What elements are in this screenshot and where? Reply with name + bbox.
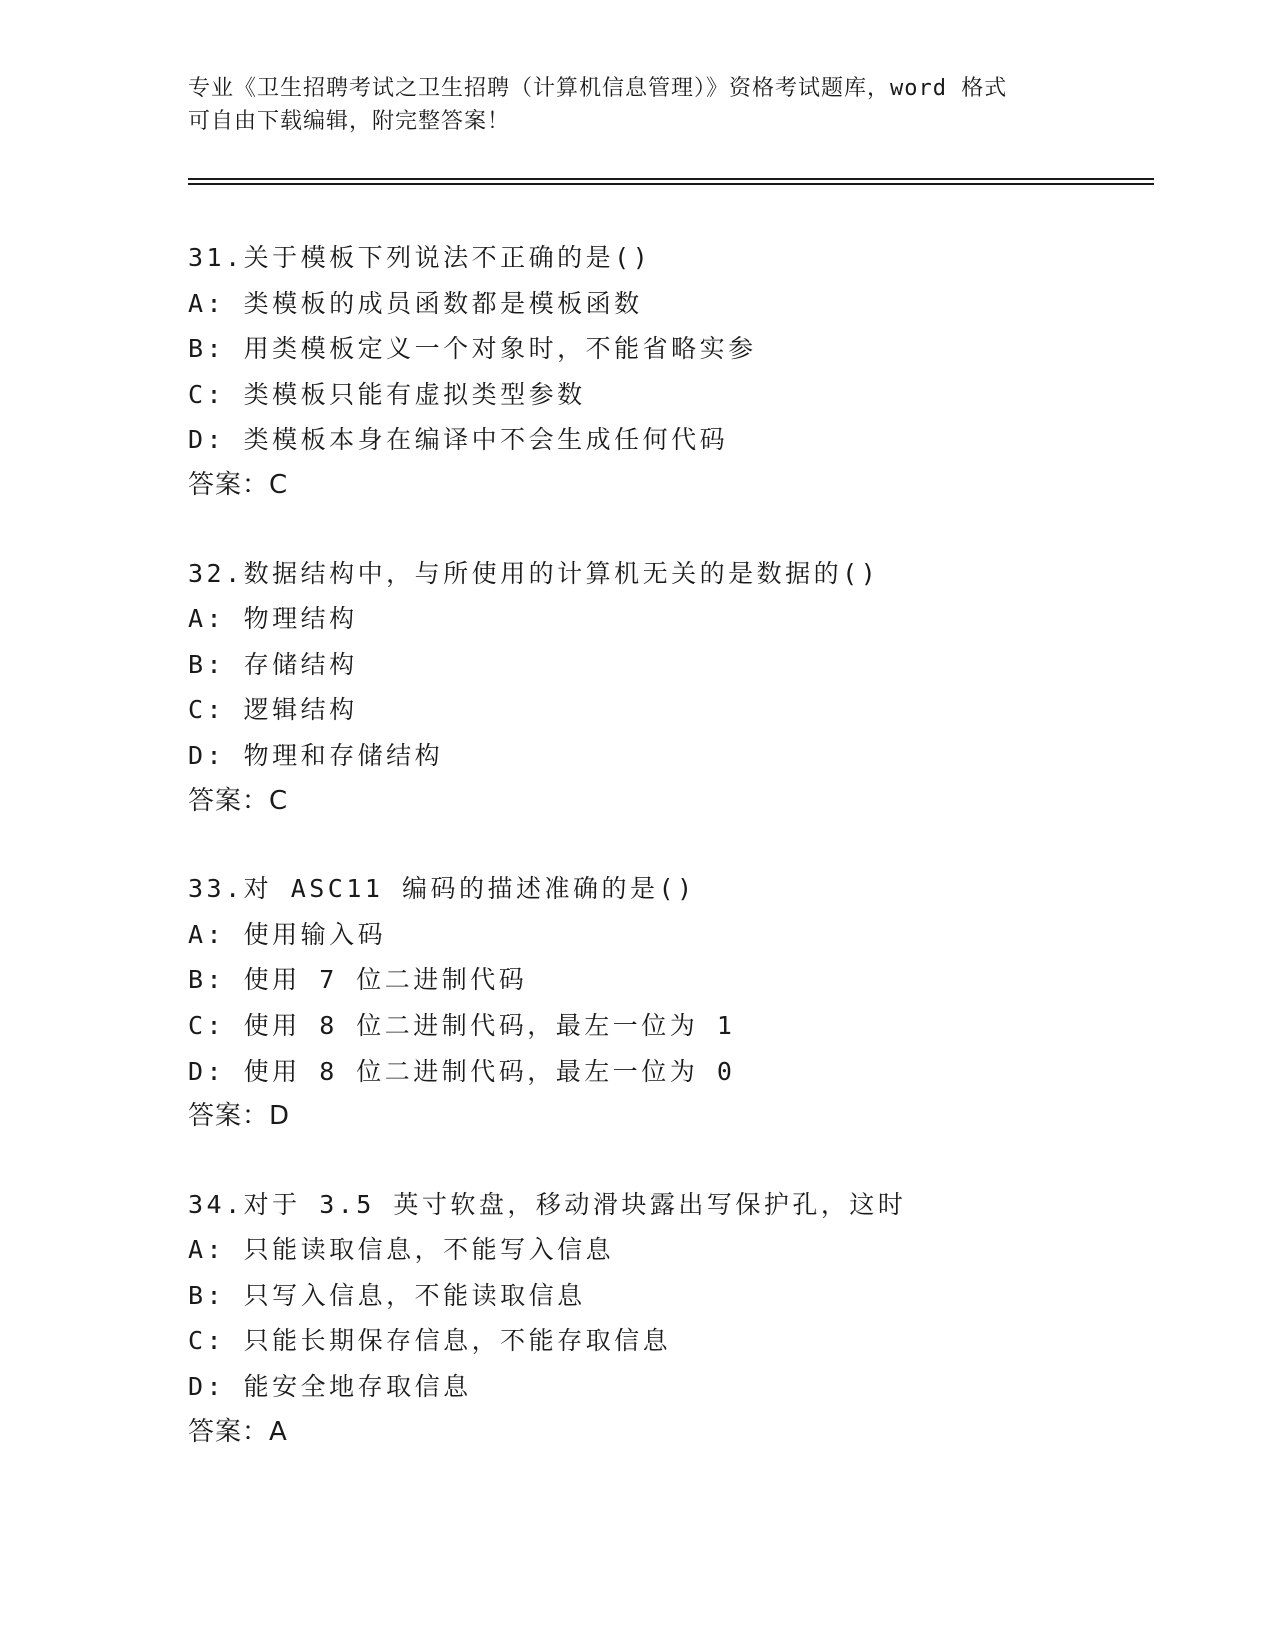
option-d: D: 能安全地存取信息 xyxy=(188,1372,472,1402)
option-b: B: 只写入信息，不能读取信息 xyxy=(188,1280,586,1310)
question-32 xyxy=(188,551,1148,825)
question-34 xyxy=(188,1182,1148,1456)
option-c: C: 逻辑结构 xyxy=(188,695,358,725)
option-b: B: 存储结构 xyxy=(188,649,358,679)
option-d: D: 类模板本身在编译中不会生成任何代码 xyxy=(188,425,729,455)
question-31 xyxy=(188,235,1148,509)
answer-label: 答案：A xyxy=(188,1416,288,1447)
answer-label: 答案：C xyxy=(188,469,289,500)
header-title-line: 专业《卫生招聘考试之卫生招聘（计算机信息管理）》资格考试题库，word 格式 xyxy=(188,76,1008,101)
header-subtitle-line: 可自由下载编辑，附完整答案！ xyxy=(188,109,511,134)
option-c: C: 使用 8 位二进制代码，最左一位为 1 xyxy=(188,1010,736,1040)
answer-label: 答案：C xyxy=(188,785,289,816)
question-stem: 34.对于 3.5 英寸软盘，移动滑块露出写保护孔，这时 xyxy=(188,1189,907,1219)
option-d: D: 使用 8 位二进制代码，最左一位为 0 xyxy=(188,1056,736,1086)
answer-label: 答案：D xyxy=(188,1101,291,1132)
option-d: D: 物理和存储结构 xyxy=(188,740,444,770)
question-33 xyxy=(188,866,1148,1140)
option-a: A: 类模板的成员函数都是模板函数 xyxy=(188,288,643,318)
question-stem: 31.关于模板下列说法不正确的是() xyxy=(188,243,652,272)
header-divider-bottom xyxy=(188,183,1154,185)
question-list xyxy=(188,235,1148,1497)
option-a: A: 只能读取信息，不能写入信息 xyxy=(188,1235,615,1265)
option-a: A: 使用输入码 xyxy=(188,919,387,949)
question-stem: 32.数据结构中，与所使用的计算机无关的是数据的() xyxy=(188,558,880,588)
document-header xyxy=(188,72,1088,138)
question-stem: 33.对 ASC11 编码的描述准确的是() xyxy=(188,874,696,904)
header-divider-top xyxy=(188,178,1154,180)
option-c: C: 类模板只能有虚拟类型参数 xyxy=(188,379,586,409)
option-c: C: 只能长期保存信息，不能存取信息 xyxy=(188,1326,672,1356)
option-b: B: 使用 7 位二进制代码 xyxy=(188,965,528,995)
option-b: B: 用类模板定义一个对象时，不能省略实参 xyxy=(188,334,757,364)
option-a: A: 物理结构 xyxy=(188,604,358,634)
